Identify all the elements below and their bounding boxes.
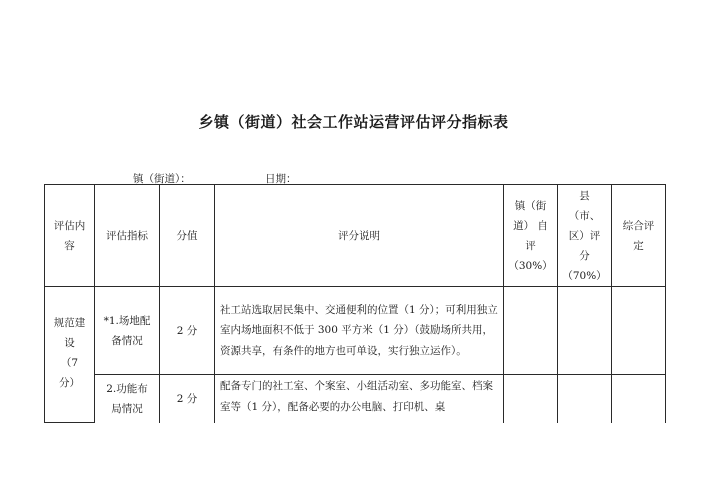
header-total: 综合评 定: [612, 185, 666, 287]
document-title: 乡镇（街道）社会工作站运营评估评分指标表: [198, 113, 509, 131]
header-row: [45, 185, 666, 287]
indicator-cell: *1.场地配 备情况: [95, 287, 160, 375]
date-label: 日期：: [265, 173, 297, 185]
town-self-score-cell[interactable]: [504, 287, 558, 375]
header-description: 评分说明: [215, 185, 504, 287]
score-cell: 2 分: [160, 375, 215, 423]
total-score-cell[interactable]: [612, 375, 666, 423]
header-county-eval: 县 （市、 区）评 分 （70%）: [558, 185, 612, 287]
indicator-cell: 2.功能布 局情况: [95, 375, 160, 423]
description-cell: 配备专门的社工室、个案室、小组活动室、多功能室、档案室等（1 分），配备必要的办公电脑、打印机、桌: [215, 375, 504, 423]
county-score-cell[interactable]: [558, 287, 612, 375]
total-score-cell[interactable]: [612, 287, 666, 375]
content-cell: 规范建 设 （7 分）: [45, 287, 95, 423]
score-cell: 2 分: [160, 287, 215, 375]
county-score-cell[interactable]: [558, 375, 612, 423]
table-row: [45, 287, 666, 375]
evaluation-table: [44, 184, 666, 423]
header-content: 评估内 容: [45, 185, 95, 287]
header-indicator: 评估指标: [95, 185, 160, 287]
header-score: 分值: [160, 185, 215, 287]
table-row: [45, 375, 666, 423]
town-label: 镇（街道）：: [133, 173, 191, 185]
header-town-self-eval: 镇（街 道） 自 评 （30%）: [504, 185, 558, 287]
description-cell: 社工站选取居民集中、交通便利的位置（1 分）；可利用独立室内场地面积不低于 300 平方米（1 分）（鼓励场所共用，资源共享，有条件的地方也可单设，实行独立运作）。: [215, 287, 504, 375]
town-self-score-cell[interactable]: [504, 375, 558, 423]
